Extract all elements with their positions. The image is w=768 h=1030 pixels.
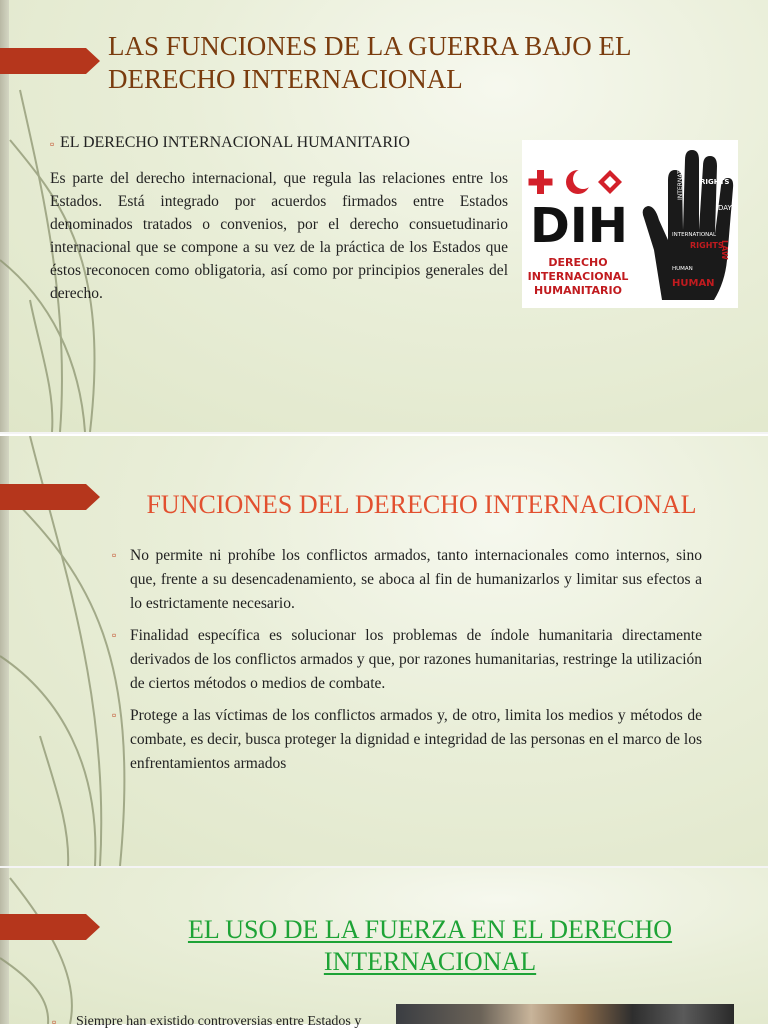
slide1-bullet-heading: EL DERECHO INTERNACIONAL HUMANITARIO [60,134,410,151]
square-bullet-icon: ▫ [112,708,117,722]
square-bullet-icon: ▫ [112,548,117,562]
slide2-bullet-list [112,544,702,784]
slide2-title-text: FUNCIONES DEL DERECHO INTERNACIONAL [146,490,697,519]
svg-text:DAY: DAY [718,204,732,212]
arrow-tab-icon [0,48,100,74]
svg-text:HUMAN: HUMAN [672,278,715,289]
svg-text:INTERNATIONAL: INTERNATIONAL [677,151,684,200]
svg-text:RIGHTS: RIGHTS [690,241,724,250]
bullet-text: Finalidad específica es solucionar los problemas de índole humanitaria directamente derivados de los conflictos armados y que, por razones humanitarias, restringe la utilización de ciertos métodos o medios de combate. [130,627,702,692]
slide3-partial-text: Siempre han existido controversias entre Estados y [76,1014,362,1029]
square-bullet-icon: ▫ [52,1015,57,1029]
hand-word-cloud-icon [643,150,733,300]
slide3-title: EL USO DE LA FUERZA EN EL DERECHO INTERNACIONAL [187,915,673,976]
bullet-text: No permite ni prohíbe los conflictos armados, tanto internacionales como internos, sino que, frente a su desencadenamiento, se aboca al fin de humanizarlos y limitar sus efectos a lo estrictamente necesario. [130,547,702,612]
svg-text:LAW: LAW [720,240,729,260]
slide-divider [0,432,768,434]
dih-logo-image [522,140,738,308]
red-cross-icon [529,170,553,194]
square-bullet-icon: ▫ [50,137,55,151]
slide2-title [0,490,768,520]
decorative-vines-icon [0,868,120,1024]
dih-line3: HUMANITARIO [534,284,622,297]
conflict-photo-image [396,1004,734,1024]
list-item [112,704,702,776]
list-item [112,544,702,616]
square-bullet-icon: ▫ [112,628,117,642]
dih-line1: DERECHO [548,256,608,269]
red-crystal-icon [598,170,622,194]
svg-text:RIGHTS: RIGHTS [700,178,730,186]
svg-text:HUMAN: HUMAN [672,266,693,272]
slide1-title: LAS FUNCIONES DE LA GUERRA BAJO EL DERECHO INTERNACIONAL [108,31,631,94]
dih-logo-graphic [522,140,738,308]
arrow-tab-icon [0,914,100,940]
svg-text:INTERNATIONAL: INTERNATIONAL [672,232,717,238]
dih-letters: DIH [530,198,628,254]
red-crescent-icon [566,169,593,194]
dih-line2: INTERNACIONAL [527,270,629,283]
list-item [112,624,702,696]
slide1-body-text: Es parte del derecho internacional, que regula las relaciones entre los Estados. Está integrado por acuerdos firmados entre Estados denominados tratados o convenios, por el derecho consuetudinario internacional que se compone a su vez de la práctica de los Estados que éstos reconocen como obligatoria, así como por principios generales del derecho. [50,170,508,302]
bullet-text: Protege a las víctimas de los conflictos armados y, de otro, limita los medios y métodos de combate, es decir, busca proteger la dignidad e integridad de las personas en el marco de los enfrentamientos armados [130,707,702,772]
